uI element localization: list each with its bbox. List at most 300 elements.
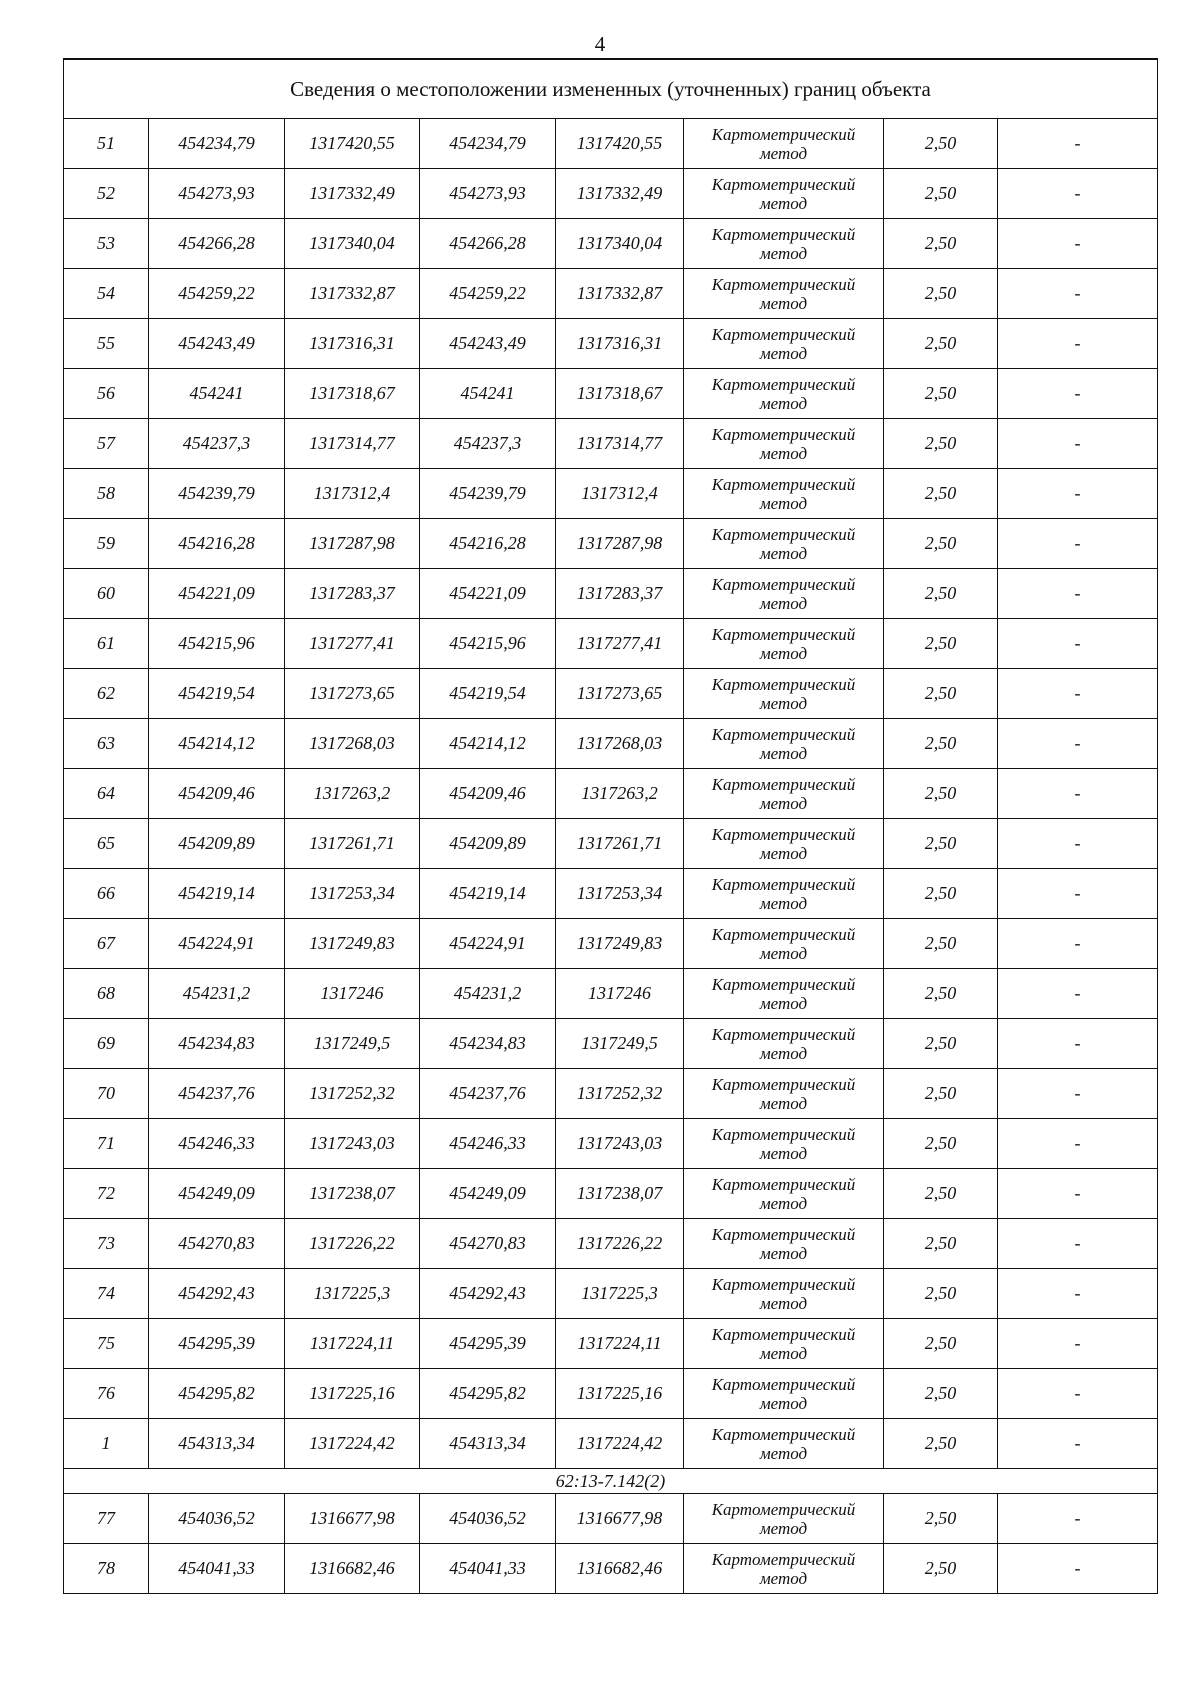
accuracy-cell: 2,50 (884, 119, 998, 169)
point-number-cell: 76 (64, 1369, 149, 1419)
point-number-cell: 57 (64, 419, 149, 469)
method-line-2: метод (759, 1043, 808, 1063)
existing-x-cell: 454273,93 (149, 169, 285, 219)
existing-y-cell: 1317268,03 (285, 719, 420, 769)
existing-y-cell: 1317246 (285, 969, 420, 1019)
new-x-cell: 454239,79 (420, 469, 556, 519)
existing-y-cell: 1317314,77 (285, 419, 420, 469)
existing-y-cell: 1317225,3 (285, 1269, 420, 1319)
new-y-cell: 1317243,03 (556, 1119, 684, 1169)
method-line-2: метод (759, 193, 808, 213)
point-number-cell: 72 (64, 1169, 149, 1219)
method-line-1: Картометрический (711, 324, 856, 344)
new-x-cell: 454259,22 (420, 269, 556, 319)
method-cell (684, 1369, 884, 1419)
method-line-2: метод (759, 1568, 808, 1588)
description-cell: - (998, 219, 1158, 269)
existing-x-cell: 454231,2 (149, 969, 285, 1019)
method-line-2: метод (759, 1343, 808, 1363)
accuracy-cell: 2,50 (884, 769, 998, 819)
new-y-cell: 1317225,3 (556, 1269, 684, 1319)
table-row (64, 1219, 1158, 1269)
table-row (64, 219, 1158, 269)
description-cell: - (998, 919, 1158, 969)
method-line-2: метод (759, 1143, 808, 1163)
description-cell: - (998, 419, 1158, 469)
method-line-1: Картометрический (711, 1374, 856, 1394)
description-cell: - (998, 1069, 1158, 1119)
method-line-2: метод (759, 393, 808, 413)
accuracy-cell: 2,50 (884, 169, 998, 219)
new-y-cell: 1317249,83 (556, 919, 684, 969)
new-y-cell: 1317283,37 (556, 569, 684, 619)
description-cell: - (998, 1419, 1158, 1469)
method-line-2: метод (759, 1243, 808, 1263)
existing-x-cell: 454241 (149, 369, 285, 419)
accuracy-cell: 2,50 (884, 1494, 998, 1544)
accuracy-cell: 2,50 (884, 669, 998, 719)
table-row (64, 1019, 1158, 1069)
accuracy-cell: 2,50 (884, 369, 998, 419)
description-cell: - (998, 969, 1158, 1019)
method-cell (684, 319, 884, 369)
new-x-cell: 454221,09 (420, 569, 556, 619)
method-line-1: Картометрический (711, 824, 856, 844)
existing-x-cell: 454249,09 (149, 1169, 285, 1219)
new-y-cell: 1317277,41 (556, 619, 684, 669)
method-cell (684, 619, 884, 669)
method-line-1: Картометрический (711, 924, 856, 944)
method-line-2: метод (759, 1518, 808, 1538)
method-line-1: Картометрический (711, 524, 856, 544)
existing-y-cell: 1317318,67 (285, 369, 420, 419)
method-line-2: метод (759, 593, 808, 613)
new-y-cell: 1316682,46 (556, 1544, 684, 1594)
accuracy-cell: 2,50 (884, 1219, 998, 1269)
method-cell (684, 269, 884, 319)
table-row (64, 119, 1158, 169)
method-line-1: Картометрический (711, 1124, 856, 1144)
new-x-cell: 454243,49 (420, 319, 556, 369)
point-number-cell: 78 (64, 1544, 149, 1594)
method-cell (684, 119, 884, 169)
point-number-cell: 77 (64, 1494, 149, 1544)
existing-x-cell: 454259,22 (149, 269, 285, 319)
description-cell: - (998, 819, 1158, 869)
existing-y-cell: 1317249,5 (285, 1019, 420, 1069)
accuracy-cell: 2,50 (884, 1269, 998, 1319)
point-number-cell: 71 (64, 1119, 149, 1169)
method-line-1: Картометрический (711, 674, 856, 694)
method-line-2: метод (759, 1293, 808, 1313)
existing-y-cell: 1317316,31 (285, 319, 420, 369)
point-number-cell: 61 (64, 619, 149, 669)
accuracy-cell: 2,50 (884, 969, 998, 1019)
method-line-2: метод (759, 893, 808, 913)
point-number-cell: 75 (64, 1319, 149, 1369)
method-cell (684, 1219, 884, 1269)
method-line-1: Картометрический (711, 1174, 856, 1194)
point-number-cell: 67 (64, 919, 149, 969)
new-x-cell: 454292,43 (420, 1269, 556, 1319)
table-row (64, 1369, 1158, 1419)
point-number-cell: 69 (64, 1019, 149, 1069)
existing-x-cell: 454209,89 (149, 819, 285, 869)
table-row (64, 469, 1158, 519)
new-x-cell: 454270,83 (420, 1219, 556, 1269)
method-cell (684, 569, 884, 619)
new-y-cell: 1317246 (556, 969, 684, 1019)
existing-y-cell: 1317263,2 (285, 769, 420, 819)
point-number-cell: 51 (64, 119, 149, 169)
existing-x-cell: 454036,52 (149, 1494, 285, 1544)
new-x-cell: 454234,83 (420, 1019, 556, 1069)
table-title-row (64, 59, 1158, 119)
existing-x-cell: 454239,79 (149, 469, 285, 519)
description-cell: - (998, 1219, 1158, 1269)
new-y-cell: 1317273,65 (556, 669, 684, 719)
point-number-cell: 70 (64, 1069, 149, 1119)
table-row (64, 519, 1158, 569)
new-y-cell: 1317249,5 (556, 1019, 684, 1069)
new-y-cell: 1317332,87 (556, 269, 684, 319)
method-line-2: метод (759, 643, 808, 663)
existing-x-cell: 454234,83 (149, 1019, 285, 1069)
existing-x-cell: 454243,49 (149, 319, 285, 369)
accuracy-cell: 2,50 (884, 1069, 998, 1119)
existing-x-cell: 454313,34 (149, 1419, 285, 1469)
method-line-2: метод (759, 493, 808, 513)
existing-y-cell: 1316677,98 (285, 1494, 420, 1544)
table-row (64, 769, 1158, 819)
existing-y-cell: 1317283,37 (285, 569, 420, 619)
accuracy-cell: 2,50 (884, 719, 998, 769)
new-y-cell: 1317261,71 (556, 819, 684, 869)
method-line-1: Картометрический (711, 1224, 856, 1244)
new-y-cell: 1317252,32 (556, 1069, 684, 1119)
method-cell (684, 1069, 884, 1119)
new-x-cell: 454224,91 (420, 919, 556, 969)
new-x-cell: 454266,28 (420, 219, 556, 269)
description-cell: - (998, 269, 1158, 319)
section-label: 62:13-7.142(2) (64, 1469, 1158, 1494)
accuracy-cell: 2,50 (884, 469, 998, 519)
point-number-cell: 63 (64, 719, 149, 769)
existing-x-cell: 454295,39 (149, 1319, 285, 1369)
table-row (64, 419, 1158, 469)
accuracy-cell: 2,50 (884, 919, 998, 969)
point-number-cell: 53 (64, 219, 149, 269)
method-line-2: метод (759, 743, 808, 763)
existing-y-cell: 1317225,16 (285, 1369, 420, 1419)
new-y-cell: 1316677,98 (556, 1494, 684, 1544)
method-cell (684, 869, 884, 919)
table-row (64, 369, 1158, 419)
existing-y-cell: 1317261,71 (285, 819, 420, 869)
table-body (64, 59, 1158, 1594)
method-line-1: Картометрический (711, 1024, 856, 1044)
method-line-1: Картометрический (711, 274, 856, 294)
table-row (64, 969, 1158, 1019)
description-cell: - (998, 1119, 1158, 1169)
new-x-cell: 454295,82 (420, 1369, 556, 1419)
method-cell (684, 1119, 884, 1169)
method-line-2: метод (759, 693, 808, 713)
existing-y-cell: 1317252,32 (285, 1069, 420, 1119)
new-y-cell: 1317312,4 (556, 469, 684, 519)
new-y-cell: 1317224,11 (556, 1319, 684, 1369)
method-line-1: Картометрический (711, 124, 856, 144)
method-line-2: метод (759, 1393, 808, 1413)
new-y-cell: 1317226,22 (556, 1219, 684, 1269)
method-cell (684, 719, 884, 769)
table-row (64, 319, 1158, 369)
existing-y-cell: 1317226,22 (285, 1219, 420, 1269)
method-cell (684, 1019, 884, 1069)
existing-y-cell: 1317273,65 (285, 669, 420, 719)
existing-x-cell: 454224,91 (149, 919, 285, 969)
method-line-1: Картометрический (711, 1324, 856, 1344)
description-cell: - (998, 1369, 1158, 1419)
existing-x-cell: 454219,54 (149, 669, 285, 719)
accuracy-cell: 2,50 (884, 1019, 998, 1069)
accuracy-cell: 2,50 (884, 519, 998, 569)
new-y-cell: 1317314,77 (556, 419, 684, 469)
boundary-coordinates-table (63, 58, 1158, 1594)
existing-x-cell: 454041,33 (149, 1544, 285, 1594)
table-row (64, 919, 1158, 969)
method-cell (684, 1269, 884, 1319)
method-line-2: метод (759, 843, 808, 863)
existing-x-cell: 454221,09 (149, 569, 285, 619)
accuracy-cell: 2,50 (884, 619, 998, 669)
description-cell: - (998, 769, 1158, 819)
table-row (64, 1419, 1158, 1469)
description-cell: - (998, 1269, 1158, 1319)
description-cell: - (998, 1544, 1158, 1594)
new-x-cell: 454273,93 (420, 169, 556, 219)
method-cell (684, 669, 884, 719)
description-cell: - (998, 469, 1158, 519)
existing-x-cell: 454246,33 (149, 1119, 285, 1169)
existing-y-cell: 1317277,41 (285, 619, 420, 669)
new-y-cell: 1317318,67 (556, 369, 684, 419)
new-x-cell: 454216,28 (420, 519, 556, 569)
new-x-cell: 454231,2 (420, 969, 556, 1019)
method-line-2: метод (759, 243, 808, 263)
new-x-cell: 454215,96 (420, 619, 556, 669)
method-line-1: Картометрический (711, 1274, 856, 1294)
new-x-cell: 454241 (420, 369, 556, 419)
point-number-cell: 64 (64, 769, 149, 819)
new-y-cell: 1317225,16 (556, 1369, 684, 1419)
accuracy-cell: 2,50 (884, 569, 998, 619)
accuracy-cell: 2,50 (884, 1319, 998, 1369)
table-row (64, 1494, 1158, 1544)
method-cell (684, 1494, 884, 1544)
table-row (64, 1119, 1158, 1169)
new-x-cell: 454214,12 (420, 719, 556, 769)
new-x-cell: 454234,79 (420, 119, 556, 169)
description-cell: - (998, 619, 1158, 669)
new-y-cell: 1317316,31 (556, 319, 684, 369)
accuracy-cell: 2,50 (884, 419, 998, 469)
point-number-cell: 52 (64, 169, 149, 219)
existing-x-cell: 454214,12 (149, 719, 285, 769)
method-line-1: Картометрический (711, 874, 856, 894)
existing-x-cell: 454292,43 (149, 1269, 285, 1319)
method-cell (684, 1544, 884, 1594)
table-row (64, 1169, 1158, 1219)
existing-x-cell: 454270,83 (149, 1219, 285, 1269)
existing-x-cell: 454209,46 (149, 769, 285, 819)
table-row (64, 669, 1158, 719)
existing-y-cell: 1317224,42 (285, 1419, 420, 1469)
point-number-cell: 54 (64, 269, 149, 319)
description-cell: - (998, 1169, 1158, 1219)
point-number-cell: 65 (64, 819, 149, 869)
new-x-cell: 454313,34 (420, 1419, 556, 1469)
new-y-cell: 1317332,49 (556, 169, 684, 219)
new-x-cell: 454219,54 (420, 669, 556, 719)
new-y-cell: 1317287,98 (556, 519, 684, 569)
method-cell (684, 169, 884, 219)
point-number-cell: 73 (64, 1219, 149, 1269)
description-cell: - (998, 319, 1158, 369)
point-number-cell: 66 (64, 869, 149, 919)
method-cell (684, 469, 884, 519)
method-line-1: Картометрический (711, 624, 856, 644)
method-line-2: метод (759, 143, 808, 163)
accuracy-cell: 2,50 (884, 319, 998, 369)
new-y-cell: 1317238,07 (556, 1169, 684, 1219)
method-line-1: Картометрический (711, 224, 856, 244)
existing-y-cell: 1316682,46 (285, 1544, 420, 1594)
existing-y-cell: 1317249,83 (285, 919, 420, 969)
existing-y-cell: 1317312,4 (285, 469, 420, 519)
description-cell: - (998, 369, 1158, 419)
section-header-row (64, 1469, 1158, 1494)
method-line-2: метод (759, 543, 808, 563)
point-number-cell: 58 (64, 469, 149, 519)
new-y-cell: 1317340,04 (556, 219, 684, 269)
method-line-2: метод (759, 343, 808, 363)
existing-x-cell: 454234,79 (149, 119, 285, 169)
table-row (64, 719, 1158, 769)
accuracy-cell: 2,50 (884, 1544, 998, 1594)
new-x-cell: 454209,46 (420, 769, 556, 819)
table-row (64, 1269, 1158, 1319)
new-x-cell: 454041,33 (420, 1544, 556, 1594)
existing-y-cell: 1317243,03 (285, 1119, 420, 1169)
method-line-2: метод (759, 793, 808, 813)
accuracy-cell: 2,50 (884, 1119, 998, 1169)
method-line-1: Картометрический (711, 474, 856, 494)
method-cell (684, 1419, 884, 1469)
method-line-1: Картометрический (711, 974, 856, 994)
point-number-cell: 68 (64, 969, 149, 1019)
new-y-cell: 1317253,34 (556, 869, 684, 919)
new-y-cell: 1317268,03 (556, 719, 684, 769)
method-line-2: метод (759, 293, 808, 313)
existing-x-cell: 454295,82 (149, 1369, 285, 1419)
method-line-1: Картометрический (711, 1549, 856, 1569)
new-y-cell: 1317224,42 (556, 1419, 684, 1469)
existing-y-cell: 1317253,34 (285, 869, 420, 919)
method-line-1: Картометрический (711, 174, 856, 194)
point-number-cell: 55 (64, 319, 149, 369)
table-row (64, 869, 1158, 919)
method-line-1: Картометрический (711, 1424, 856, 1444)
table-row (64, 819, 1158, 869)
description-cell: - (998, 719, 1158, 769)
new-x-cell: 454209,89 (420, 819, 556, 869)
description-cell: - (998, 119, 1158, 169)
existing-y-cell: 1317238,07 (285, 1169, 420, 1219)
method-cell (684, 1169, 884, 1219)
method-cell (684, 1319, 884, 1369)
description-cell: - (998, 519, 1158, 569)
existing-x-cell: 454219,14 (149, 869, 285, 919)
new-x-cell: 454237,3 (420, 419, 556, 469)
point-number-cell: 60 (64, 569, 149, 619)
method-line-1: Картометрический (711, 374, 856, 394)
method-line-2: метод (759, 443, 808, 463)
method-cell (684, 969, 884, 1019)
method-line-2: метод (759, 1443, 808, 1463)
method-cell (684, 369, 884, 419)
existing-y-cell: 1317332,87 (285, 269, 420, 319)
description-cell: - (998, 169, 1158, 219)
page-number: 4 (594, 32, 606, 56)
table-row (64, 569, 1158, 619)
table-row (64, 619, 1158, 669)
method-line-2: метод (759, 1193, 808, 1213)
new-x-cell: 454249,09 (420, 1169, 556, 1219)
new-x-cell: 454237,76 (420, 1069, 556, 1119)
method-line-2: метод (759, 1093, 808, 1113)
method-cell (684, 219, 884, 269)
new-x-cell: 454036,52 (420, 1494, 556, 1544)
table-row (64, 169, 1158, 219)
existing-y-cell: 1317340,04 (285, 219, 420, 269)
method-line-2: метод (759, 993, 808, 1013)
method-cell (684, 919, 884, 969)
method-line-1: Картометрический (711, 1499, 856, 1519)
existing-x-cell: 454266,28 (149, 219, 285, 269)
new-x-cell: 454219,14 (420, 869, 556, 919)
table-row (64, 1069, 1158, 1119)
existing-x-cell: 454216,28 (149, 519, 285, 569)
description-cell: - (998, 1494, 1158, 1544)
description-cell: - (998, 869, 1158, 919)
method-line-1: Картометрический (711, 574, 856, 594)
accuracy-cell: 2,50 (884, 1419, 998, 1469)
existing-x-cell: 454237,3 (149, 419, 285, 469)
accuracy-cell: 2,50 (884, 869, 998, 919)
method-cell (684, 519, 884, 569)
existing-y-cell: 1317420,55 (285, 119, 420, 169)
method-cell (684, 769, 884, 819)
table-row (64, 1319, 1158, 1369)
table-row (64, 269, 1158, 319)
accuracy-cell: 2,50 (884, 1369, 998, 1419)
method-cell (684, 419, 884, 469)
description-cell: - (998, 1019, 1158, 1069)
method-line-2: метод (759, 943, 808, 963)
point-number-cell: 59 (64, 519, 149, 569)
accuracy-cell: 2,50 (884, 219, 998, 269)
